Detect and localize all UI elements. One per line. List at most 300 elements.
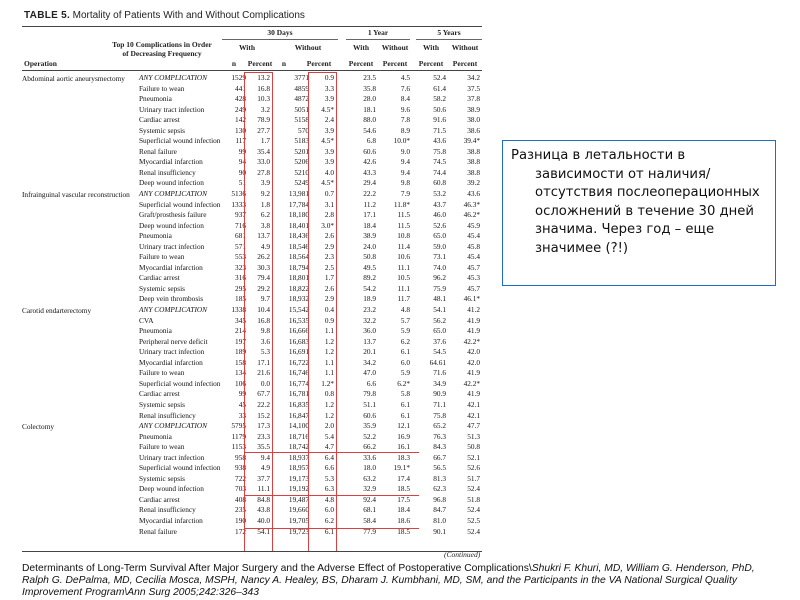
percent-without-cell: 2.6 bbox=[324, 231, 334, 241]
percent-with-cell: 27.8 bbox=[257, 167, 270, 177]
n-without-cell: 18,957 bbox=[288, 463, 309, 473]
year1-without-cell: 10.0* bbox=[393, 136, 410, 146]
year5-without-cell: 43.6 bbox=[467, 189, 480, 199]
year1-without-cell: 9.4 bbox=[400, 157, 410, 167]
year5-with-cell: 81.0 bbox=[433, 515, 446, 525]
percent-without-cell: 1.2 bbox=[324, 336, 334, 346]
year1-with-cell: 54.2 bbox=[363, 283, 376, 293]
year5-without-cell: 51.7 bbox=[467, 473, 480, 483]
year5-with-cell: 71.6 bbox=[433, 368, 446, 378]
year1-without-cell: 18.6 bbox=[397, 515, 410, 525]
percent-with-cell: 33.0 bbox=[257, 157, 270, 167]
header-30-with: With bbox=[238, 43, 256, 52]
citation bbox=[22, 563, 782, 598]
n-with-cell: 99 bbox=[238, 389, 246, 399]
percent-without-cell: 3.9 bbox=[324, 94, 334, 104]
complication-cell: Pneumonia bbox=[139, 431, 172, 441]
percent-without-cell: 6.4 bbox=[324, 452, 334, 462]
percent-with-cell: 26.2 bbox=[257, 252, 270, 262]
header-operation: Operation bbox=[24, 59, 57, 68]
complication-cell: Urinary tract infection bbox=[139, 347, 205, 357]
complication-cell: Renal insufficiency bbox=[139, 505, 196, 515]
complication-cell: ANY COMPLICATION bbox=[139, 189, 208, 199]
year1-with-cell: 92.4 bbox=[363, 494, 376, 504]
year5-with-cell: 54.5 bbox=[433, 347, 446, 357]
n-with-cell: 189 bbox=[235, 347, 246, 357]
year1-with-cell: 34.2 bbox=[363, 357, 376, 367]
year1-with-cell: 66.2 bbox=[363, 442, 376, 452]
n-with-cell: 5795 bbox=[231, 421, 246, 431]
operation-cell: Infrainguinal vascular reconstruction bbox=[22, 190, 130, 200]
year1-without-cell: 19.1* bbox=[393, 463, 410, 473]
year5-with-cell: 96.8 bbox=[433, 494, 446, 504]
highlight-renal-underline bbox=[244, 528, 419, 529]
year5-without-cell: 52.6 bbox=[467, 463, 480, 473]
table-title bbox=[24, 10, 305, 21]
n-with-cell: 722 bbox=[235, 473, 246, 483]
n-with-cell: 172 bbox=[235, 526, 246, 536]
header-30w-percent: Percent bbox=[306, 59, 332, 68]
year5-with-cell: 50.6 bbox=[433, 104, 446, 114]
year5-with-cell: 66.7 bbox=[433, 452, 446, 462]
year1-with-cell: 11.2 bbox=[363, 199, 376, 209]
year5-with-cell: 76.3 bbox=[433, 431, 446, 441]
table-continued-note: (Continued) bbox=[444, 550, 481, 559]
year1-with-cell: 54.6 bbox=[363, 125, 376, 135]
year5-with-cell: 43.6 bbox=[433, 136, 446, 146]
n-with-cell: 938 bbox=[235, 463, 246, 473]
year5-without-cell: 38.6 bbox=[467, 125, 480, 135]
year5-with-cell: 71.1 bbox=[433, 399, 446, 409]
n-with-cell: 1338 bbox=[231, 305, 246, 315]
year1-without-cell: 11.7 bbox=[397, 294, 410, 304]
rule-5-years bbox=[416, 39, 482, 40]
year1-without-cell: 10.8 bbox=[397, 231, 410, 241]
highlight-sepsis-underline bbox=[244, 495, 419, 496]
n-without-cell: 5158 bbox=[294, 115, 309, 125]
complication-cell: Peripheral nerve deficit bbox=[139, 336, 208, 346]
header-30-days: 30 Days bbox=[267, 28, 293, 37]
rule-30-days bbox=[222, 39, 338, 40]
year1-with-cell: 68.1 bbox=[363, 505, 376, 515]
year1-with-cell: 33.6 bbox=[363, 452, 376, 462]
n-without-cell: 18,401 bbox=[288, 220, 309, 230]
year1-with-cell: 60.6 bbox=[363, 410, 376, 420]
percent-with-cell: 4.9 bbox=[260, 463, 270, 473]
year5-with-cell: 34.9 bbox=[433, 378, 446, 388]
year5-with-cell: 90.9 bbox=[433, 389, 446, 399]
n-with-cell: 45 bbox=[238, 399, 246, 409]
year5-with-cell: 81.3 bbox=[433, 473, 446, 483]
year1-without-cell: 8.4 bbox=[400, 94, 410, 104]
percent-with-cell: 16.8 bbox=[257, 315, 270, 325]
year5-with-cell: 65.0 bbox=[433, 326, 446, 336]
n-without-cell: 5183 bbox=[294, 136, 309, 146]
complication-cell: Cardiac arrest bbox=[139, 494, 180, 504]
year5-with-cell: 65.0 bbox=[433, 231, 446, 241]
year1-without-cell: 6.2 bbox=[400, 336, 410, 346]
year5-without-cell: 52.5 bbox=[467, 515, 480, 525]
complication-cell: Pneumonia bbox=[139, 326, 172, 336]
complication-cell: Cardiac arrest bbox=[139, 273, 180, 283]
highlight-without-percent bbox=[308, 72, 337, 552]
percent-without-cell: 4.5* bbox=[321, 136, 334, 146]
year1-without-cell: 18.5 bbox=[397, 484, 410, 494]
percent-without-cell: 0.9 bbox=[324, 73, 334, 82]
percent-with-cell: 10.4 bbox=[257, 305, 270, 315]
year1-with-cell: 43.3 bbox=[363, 167, 376, 177]
percent-with-cell: 30.3 bbox=[257, 262, 270, 272]
year1-without-cell: 4.8 bbox=[400, 305, 410, 315]
year1-without-cell: 6.1 bbox=[400, 410, 410, 420]
year1-with-cell: 18.0 bbox=[363, 463, 376, 473]
percent-without-cell: 1.1 bbox=[324, 357, 334, 367]
complication-cell: Cardiac arrest bbox=[139, 115, 180, 125]
year1-with-cell: 35.9 bbox=[363, 421, 376, 431]
complication-cell: Systemic sepsis bbox=[139, 125, 186, 135]
year1-without-cell: 9.4 bbox=[400, 167, 410, 177]
percent-with-cell: 35.4 bbox=[257, 146, 270, 156]
year5-with-cell: 75.8 bbox=[433, 146, 446, 156]
percent-with-cell: 78.9 bbox=[257, 115, 270, 125]
n-without-cell: 19,192 bbox=[288, 484, 309, 494]
n-with-cell: 1333 bbox=[231, 199, 246, 209]
year5-with-cell: 64.61 bbox=[429, 357, 446, 367]
header-1y-with: With bbox=[352, 43, 370, 52]
percent-with-cell: 11.1 bbox=[257, 484, 270, 494]
n-without-cell: 17,784 bbox=[288, 199, 309, 209]
year5-with-cell: 46.0 bbox=[433, 210, 446, 220]
year1-with-cell: 77.9 bbox=[363, 526, 376, 536]
n-without-cell: 18,937 bbox=[288, 452, 309, 462]
n-with-cell: 681 bbox=[235, 231, 246, 241]
table-label: TABLE 5. bbox=[24, 10, 71, 21]
table-header-rule bbox=[22, 70, 482, 71]
percent-without-cell: 1.2 bbox=[324, 410, 334, 420]
rule-1-year bbox=[346, 39, 410, 40]
n-with-cell: 158 bbox=[235, 357, 246, 367]
year5-without-cell: 39.4* bbox=[463, 136, 480, 146]
percent-without-cell: 1.2 bbox=[324, 347, 334, 357]
n-without-cell: 5051 bbox=[294, 104, 309, 114]
percent-with-cell: 6.2 bbox=[260, 210, 270, 220]
n-with-cell: 90 bbox=[238, 167, 246, 177]
complication-cell: Cardiac arrest bbox=[139, 389, 180, 399]
year1-with-cell: 6.6 bbox=[366, 378, 376, 388]
percent-without-cell: 3.0* bbox=[321, 220, 334, 230]
complication-cell: Deep wound infection bbox=[139, 484, 204, 494]
year1-with-cell: 24.0 bbox=[363, 241, 376, 251]
year5-with-cell: 74.0 bbox=[433, 262, 446, 272]
n-with-cell: 134 bbox=[235, 368, 246, 378]
year1-without-cell: 5.9 bbox=[400, 326, 410, 336]
n-with-cell: 33 bbox=[238, 410, 246, 420]
year1-without-cell: 6.2* bbox=[397, 378, 410, 388]
header-5-years: 5 Years bbox=[437, 28, 461, 37]
year5-without-cell: 45.4 bbox=[467, 231, 480, 241]
n-without-cell: 16,781 bbox=[288, 389, 309, 399]
table-title-text: Mortality of Patients With and Without Complications bbox=[72, 10, 305, 21]
percent-without-cell: 2.9 bbox=[324, 294, 334, 304]
operation-cell: Carotid endarterectomy bbox=[22, 306, 92, 316]
complication-cell: Myocardial infarction bbox=[139, 157, 203, 167]
complication-cell: Myocardial infarction bbox=[139, 515, 203, 525]
complication-cell: Renal failure bbox=[139, 146, 177, 156]
percent-with-cell: 9.4 bbox=[260, 452, 270, 462]
n-with-cell: 428 bbox=[235, 94, 246, 104]
n-with-cell: 235 bbox=[235, 505, 246, 515]
year1-without-cell: 18.5 bbox=[397, 526, 410, 536]
year5-with-cell: 91.6 bbox=[433, 115, 446, 125]
year1-without-cell: 11.8* bbox=[393, 199, 410, 209]
year5-without-cell: 41.9 bbox=[467, 389, 480, 399]
year1-with-cell: 32.2 bbox=[363, 315, 376, 325]
year5-without-cell: 38.8 bbox=[467, 167, 480, 177]
year5-without-cell: 38.8 bbox=[467, 157, 480, 167]
year1-without-cell: 17.4 bbox=[397, 473, 410, 483]
year1-without-cell: 16.9 bbox=[397, 431, 410, 441]
year1-without-cell: 9.8 bbox=[400, 178, 410, 188]
year5-without-cell: 34.2 bbox=[467, 73, 480, 82]
n-without-cell: 18,180 bbox=[288, 210, 309, 220]
year1-without-cell: 7.9 bbox=[400, 189, 410, 199]
complication-cell: ANY COMPLICATION bbox=[139, 305, 208, 315]
n-without-cell: 16,835 bbox=[288, 399, 309, 409]
n-without-cell: 16,774 bbox=[288, 378, 309, 388]
complication-cell: Myocardial infarction bbox=[139, 357, 203, 367]
percent-without-cell: 4.8 bbox=[324, 494, 334, 504]
year1-without-cell: 10.6 bbox=[397, 252, 410, 262]
percent-with-cell: 27.7 bbox=[257, 125, 270, 135]
year1-without-cell: 7.6 bbox=[400, 83, 410, 93]
complication-cell: Renal failure bbox=[139, 526, 177, 536]
year5-with-cell: 52.4 bbox=[433, 73, 446, 82]
year1-with-cell: 60.6 bbox=[363, 146, 376, 156]
n-without-cell: 18,546 bbox=[288, 241, 309, 251]
complication-cell: Renal insufficiency bbox=[139, 410, 196, 420]
n-with-cell: 1153 bbox=[231, 442, 246, 452]
year5-without-cell: 41.9 bbox=[467, 315, 480, 325]
percent-without-cell: 1.7 bbox=[324, 273, 334, 283]
complication-cell: Superficial wound infection bbox=[139, 378, 221, 388]
n-without-cell: 18,716 bbox=[288, 431, 309, 441]
year5-with-cell: 84.7 bbox=[433, 505, 446, 515]
table-bottom-rule bbox=[22, 551, 482, 552]
percent-without-cell: 6.3 bbox=[324, 484, 334, 494]
year1-with-cell: 52.2 bbox=[363, 431, 376, 441]
n-without-cell: 18,794 bbox=[288, 262, 309, 272]
percent-with-cell: 1.8 bbox=[260, 199, 270, 209]
header-5y-percent: Percent bbox=[418, 59, 444, 68]
n-without-cell: 19,660 bbox=[288, 505, 309, 515]
complication-cell: ANY COMPLICATION bbox=[139, 73, 208, 82]
year1-without-cell: 11.5 bbox=[397, 210, 410, 220]
year5-without-cell: 45.9 bbox=[467, 220, 480, 230]
year1-without-cell: 16.1 bbox=[397, 442, 410, 452]
year5-without-cell: 51.3 bbox=[467, 431, 480, 441]
year5-without-cell: 42.0 bbox=[467, 357, 480, 367]
percent-with-cell: 3.6 bbox=[260, 336, 270, 346]
year1-without-cell: 11.1 bbox=[397, 262, 410, 272]
year5-with-cell: 62.3 bbox=[433, 484, 446, 494]
year5-without-cell: 41.2 bbox=[467, 305, 480, 315]
year5-with-cell: 84.3 bbox=[433, 442, 446, 452]
complication-cell: Deep vein thrombosis bbox=[139, 294, 204, 304]
n-without-cell: 13,981 bbox=[288, 189, 309, 199]
n-without-cell: 5210 bbox=[294, 167, 309, 177]
n-with-cell: 117 bbox=[235, 136, 246, 146]
year1-without-cell: 18.4 bbox=[397, 505, 410, 515]
year5-with-cell: 48.1 bbox=[433, 294, 446, 304]
year5-with-cell: 73.1 bbox=[433, 252, 446, 262]
year1-with-cell: 20.1 bbox=[363, 347, 376, 357]
percent-with-cell: 1.7 bbox=[260, 136, 270, 146]
year1-without-cell: 12.1 bbox=[397, 421, 410, 431]
year5-without-cell: 52.4 bbox=[467, 484, 480, 494]
year1-with-cell: 18.4 bbox=[363, 220, 376, 230]
year1-without-cell: 8.9 bbox=[400, 125, 410, 135]
year1-without-cell: 9.6 bbox=[400, 104, 410, 114]
year5-without-cell: 45.3 bbox=[467, 273, 480, 283]
n-with-cell: 408 bbox=[235, 494, 246, 504]
year1-with-cell: 32.9 bbox=[363, 484, 376, 494]
complication-cell: CVA bbox=[139, 315, 154, 325]
n-without-cell: 16,691 bbox=[288, 347, 309, 357]
n-without-cell: 16,683 bbox=[288, 336, 309, 346]
percent-without-cell: 1.1 bbox=[324, 368, 334, 378]
year5-without-cell: 42.2* bbox=[463, 378, 480, 388]
complication-cell: Urinary tract infection bbox=[139, 241, 205, 251]
n-without-cell: 16,746 bbox=[288, 368, 309, 378]
n-with-cell: 716 bbox=[235, 220, 246, 230]
year5-with-cell: 37.6 bbox=[433, 336, 446, 346]
n-with-cell: 5136 bbox=[231, 189, 246, 199]
year5-without-cell: 52.4 bbox=[467, 505, 480, 515]
percent-with-cell: 10.3 bbox=[257, 94, 270, 104]
percent-without-cell: 3.9 bbox=[324, 157, 334, 167]
complication-cell: Superficial wound infection bbox=[139, 199, 221, 209]
percent-without-cell: 5.4 bbox=[324, 431, 334, 441]
complication-cell: Failure to wean bbox=[139, 442, 185, 452]
year1-without-cell: 4.5 bbox=[400, 73, 410, 82]
year5-with-cell: 65.2 bbox=[433, 421, 446, 431]
header-5y-without: Without bbox=[451, 43, 479, 52]
percent-without-cell: 4.0 bbox=[324, 167, 334, 177]
year5-with-cell: 71.5 bbox=[433, 125, 446, 135]
complication-cell: Superficial wound infection bbox=[139, 463, 221, 473]
year1-without-cell: 7.8 bbox=[400, 115, 410, 125]
n-with-cell: 1529 bbox=[231, 73, 246, 82]
percent-with-cell: 54.1 bbox=[257, 526, 270, 536]
percent-with-cell: 21.6 bbox=[257, 368, 270, 378]
year5-without-cell: 41.9 bbox=[467, 368, 480, 378]
n-without-cell: 16,535 bbox=[288, 315, 309, 325]
year5-with-cell: 53.2 bbox=[433, 189, 446, 199]
complication-cell: Failure to wean bbox=[139, 252, 185, 262]
year1-with-cell: 38.9 bbox=[363, 231, 376, 241]
year5-with-cell: 56.2 bbox=[433, 315, 446, 325]
percent-without-cell: 2.0 bbox=[324, 421, 334, 431]
percent-without-cell: 2.5 bbox=[324, 262, 334, 272]
year5-without-cell: 39.2 bbox=[467, 178, 480, 188]
header-5y-with: With bbox=[422, 43, 440, 52]
percent-without-cell: 3.3 bbox=[324, 83, 334, 93]
percent-with-cell: 37.7 bbox=[257, 473, 270, 483]
n-without-cell: 14,100 bbox=[288, 421, 309, 431]
n-with-cell: 316 bbox=[235, 273, 246, 283]
percent-with-cell: 84.8 bbox=[257, 494, 270, 504]
n-with-cell: 553 bbox=[235, 252, 246, 262]
n-with-cell: 323 bbox=[235, 262, 246, 272]
percent-without-cell: 3.9 bbox=[324, 125, 334, 135]
n-without-cell: 18,801 bbox=[288, 273, 309, 283]
n-without-cell: 19,705 bbox=[288, 515, 309, 525]
year1-with-cell: 18.9 bbox=[363, 294, 376, 304]
percent-with-cell: 3.2 bbox=[260, 104, 270, 114]
year1-with-cell: 28.0 bbox=[363, 94, 376, 104]
n-with-cell: 703 bbox=[235, 484, 246, 494]
percent-without-cell: 2.4 bbox=[324, 115, 334, 125]
note-text bbox=[511, 147, 771, 259]
year5-with-cell: 61.4 bbox=[433, 83, 446, 93]
n-with-cell: 937 bbox=[235, 210, 246, 220]
year1-with-cell: 17.1 bbox=[363, 210, 376, 220]
n-without-cell: 16,722 bbox=[288, 357, 309, 367]
year1-with-cell: 29.4 bbox=[363, 178, 376, 188]
complication-cell: ANY COMPLICATION bbox=[139, 421, 208, 431]
year1-without-cell: 6.1 bbox=[400, 347, 410, 357]
highlight-with-percent bbox=[244, 72, 273, 552]
year1-with-cell: 36.0 bbox=[363, 326, 376, 336]
complication-cell: Urinary tract infection bbox=[139, 104, 205, 114]
header-1-year: 1 Year bbox=[367, 28, 389, 37]
complication-cell: Superficial wound infection bbox=[139, 136, 221, 146]
percent-without-cell: 2.9 bbox=[324, 241, 334, 251]
year5-without-cell: 38.9 bbox=[467, 104, 480, 114]
complication-cell: Deep wound infection bbox=[139, 220, 204, 230]
n-without-cell: 16,666 bbox=[288, 326, 309, 336]
year5-without-cell: 47.7 bbox=[467, 421, 480, 431]
year1-without-cell: 6.0 bbox=[400, 357, 410, 367]
percent-with-cell: 35.5 bbox=[257, 442, 270, 452]
percent-without-cell: 1.1 bbox=[324, 326, 334, 336]
percent-with-cell: 4.9 bbox=[260, 241, 270, 251]
percent-with-cell: 16.8 bbox=[257, 83, 270, 93]
n-without-cell: 18,742 bbox=[288, 442, 309, 452]
year1-with-cell: 22.2 bbox=[363, 189, 376, 199]
header-1y-without: Without bbox=[381, 43, 409, 52]
complication-cell: Pneumonia bbox=[139, 231, 172, 241]
year1-without-cell: 11.4 bbox=[397, 241, 410, 251]
percent-with-cell: 0.0 bbox=[260, 378, 270, 388]
complication-cell: Urinary tract infection bbox=[139, 452, 205, 462]
year1-without-cell: 11.1 bbox=[397, 283, 410, 293]
n-with-cell: 142 bbox=[235, 115, 246, 125]
percent-without-cell: 5.3 bbox=[324, 473, 334, 483]
year5-with-cell: 58.2 bbox=[433, 94, 446, 104]
year1-without-cell: 10.5 bbox=[397, 273, 410, 283]
year5-without-cell: 38.0 bbox=[467, 115, 480, 125]
percent-with-cell: 17.3 bbox=[257, 421, 270, 431]
n-without-cell: 18,932 bbox=[288, 294, 309, 304]
note-box bbox=[502, 140, 776, 286]
n-with-cell: 190 bbox=[235, 515, 246, 525]
year1-with-cell: 88.0 bbox=[363, 115, 376, 125]
n-with-cell: 1179 bbox=[231, 431, 246, 441]
n-with-cell: 197 bbox=[235, 336, 246, 346]
percent-with-cell: 13.7 bbox=[257, 231, 270, 241]
n-with-cell: 249 bbox=[235, 104, 246, 114]
